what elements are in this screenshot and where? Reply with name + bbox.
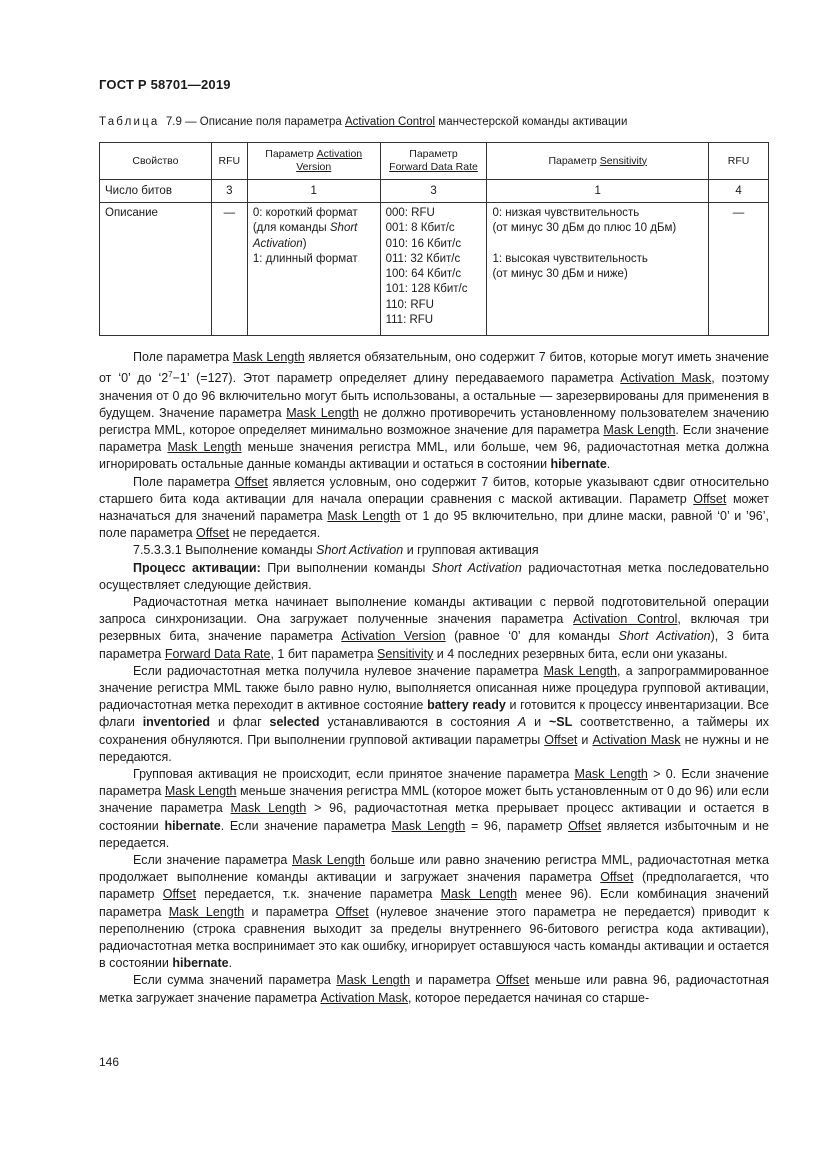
document-header: ГОСТ Р 58701—2019 [99,77,231,92]
desc-av-italic: Activation [252,237,303,250]
bits-label: Число битов [100,180,212,203]
fdr-value: 100: 64 Кбит/с [385,268,462,281]
desc-av-line: 0: короткий формат [252,207,358,219]
desc-rfu: — [211,203,247,336]
page-number: 146 [99,1055,120,1069]
desc-av-italic: Short [329,222,358,235]
header-rfu: RFU [211,143,247,180]
bits-rfu: 3 [211,180,247,203]
desc-av-line [253,221,375,236]
bits-activation-version: 1 [247,180,380,203]
paragraph: Поле параметра Mask Length является обязательным, оно содержит 7 битов, которые могут иметь значение от ‘0’ до ‘$2^7-1$’ (=127). Этот параметр определяет длину передаваемого параметра Activation Mask, поэтому значения от 0 до 96 включительно могут быть использованы, а остальные — зарезервированы для применения в будущем. Значение параметра Mask Length не должно противоречить установленному пользователем значению регистра MML, которое определяет минимально возможное значение для параметра Mask Length. Если значение параметра Mask Length меньше значения регистра MML, или больше, чем 96, радиочастотная метка должна игнорировать остальные данные команды активации и остаться в состоянии hibernate. [99,350,770,472]
header-av-prefix: Параметр [265,148,317,160]
sens-line: (от минус 30 дБм и ниже) [492,267,628,280]
table-row-bits [100,180,769,203]
paragraph: Если радиочастотная метка получила нулевое значение параметра Mask Length, а запрограммированное значение регистра MML также было равно нулю, выполняется описанная ниже процедура групповой активации, радиочастотная метка переходит в активное состояние battery ready и готовится к процессу инвентаризации. Все флаги inventoried и флаг selected устанавливаются в состояния A и ~SL соответственно, а таймеры их сохранения обнуляются. При выполнении групповой активации параметры Offset и Activation Mask не нужны и не передаются. [99,663,769,764]
header-activation-version [247,143,380,180]
fdr-value: 001: 8 Кбит/с [385,222,455,235]
desc-activation-version [247,203,380,336]
caption-number: 7.9 [165,116,182,128]
desc-av-text: ) [302,237,307,250]
paragraph: Поле параметра Offset является условным, оно содержит 7 битов, которые указывают сдвиг относительно старшего бита кода активации для начала операции сравнения с маской активации. Параметр Offset может назначаться для значений параметра Mask Length от 1 до 95 включительно, при длине маски, равной ‘0’ и ’96’, поле параметра Offset не передается. [99,474,769,541]
table-row-description [100,203,769,336]
header-property: Свойство [100,143,212,180]
header-fdr-prefix: Параметр [409,148,458,160]
header-forward-data-rate [380,143,487,180]
desc-rfu-2: — [709,203,769,336]
paragraph: Если значение параметра Mask Length больше или равно значению регистра MML, радиочастотная метка продолжает выполнение команды активации и загружает значения параметра Offset (предполагается, что параметр Offset передается, т.к. значение параметра Mask Length менее 96). Если комбинация значений параметра Mask Length и параметра Offset (нулевое значение этого параметра не передается) приводит к переполнению (строка сравнения выходит за пределы внутреннего 96-битового регистра кода активации), радиочастотная метка воспринимает это как ошибку, игнорирует оставшуюся часть команды активации и остается в состоянии hibernate. [99,853,770,971]
fdr-value: 101: 128 Кбит/с [385,283,468,296]
caption-label: Таблица [99,116,160,128]
fdr-value: 110: RFU [385,298,434,311]
sens-line: 1: высокая чувствительность [492,252,648,265]
caption-text-end: манчестерской команды активации [435,116,628,128]
bits-sensitivity: 1 [487,180,709,203]
paragraph: Групповая активация не происходит, если принятое значение параметра Mask Length > 0. Если значение параметра Mask Length меньше значения регистра MML (которое может быть установленным от 0 до 96) или если значение параметра Mask Length > 96, радиочастотная метка прерывает процесс активации и остается в состоянии hibernate. Если значение параметра Mask Length = 96, параметр Offset является избыточным и не передается. [99,767,769,850]
fdr-value: 011: 32 Кбит/с [385,252,461,265]
fdr-value: 000: RFU [385,207,435,219]
fdr-value: 010: 16 Кбит/с [385,237,462,250]
desc-forward-data-rate [380,203,487,336]
desc-label: Описание [100,203,212,336]
bits-rfu-2: 4 [709,180,769,203]
sens-line: (от минус 30 дБм до плюс 10 дБм) [492,222,677,235]
desc-sensitivity [487,203,709,336]
section-heading: 7.5.3.3.1 Выполнение команды Short Activation и групповая активация [133,543,539,558]
paragraph: Процесс активации: При выполнении команды Short Activation радиочастотная метка последовательно осуществляет следующие действия. [99,560,769,592]
header-av-link: Activation Version [296,148,363,173]
header-sens-prefix: Параметр [548,154,600,167]
bits-forward-data-rate: 3 [380,180,487,203]
header-fdr-link: Forward Data Rate [389,161,478,173]
desc-av-line: 1: длинный формат [252,252,358,265]
activation-control-table [99,142,769,336]
header-sensitivity [487,143,709,180]
paragraph: Радиочастотная метка начинает выполнение команды активации с первой подготовительной операции запроса синхронизации. Она загружает полученные значения параметра Activation Control, включая три резервных бита, значение параметра Activation Version (равное ‘0’ для команды Short Activation), 3 бита параметра Forward Data Rate, 1 бит параметра Sensitivity и 4 последних резервных бита, если они указаны. [99,595,769,661]
table-header-row [100,143,769,180]
caption-text: — Описание поля параметра [181,116,345,128]
desc-av-line [253,237,375,252]
header-sens-link: Sensitivity [599,154,648,167]
paragraph: Если сумма значений параметра Mask Length и параметра Offset меньше или равна 96, радиочастотная метка загружает значение параметра Activation Mask, которое передается начиная со старше- [99,973,769,1005]
header-rfu-2: RFU [709,143,769,180]
desc-av-text: (для команды [252,222,330,235]
body-text [99,349,769,1007]
fdr-value: 111: RFU [385,314,434,327]
table-caption [99,116,627,128]
sens-line: 0: низкая чувствительность [492,207,640,219]
caption-link: Activation Control [344,116,436,128]
